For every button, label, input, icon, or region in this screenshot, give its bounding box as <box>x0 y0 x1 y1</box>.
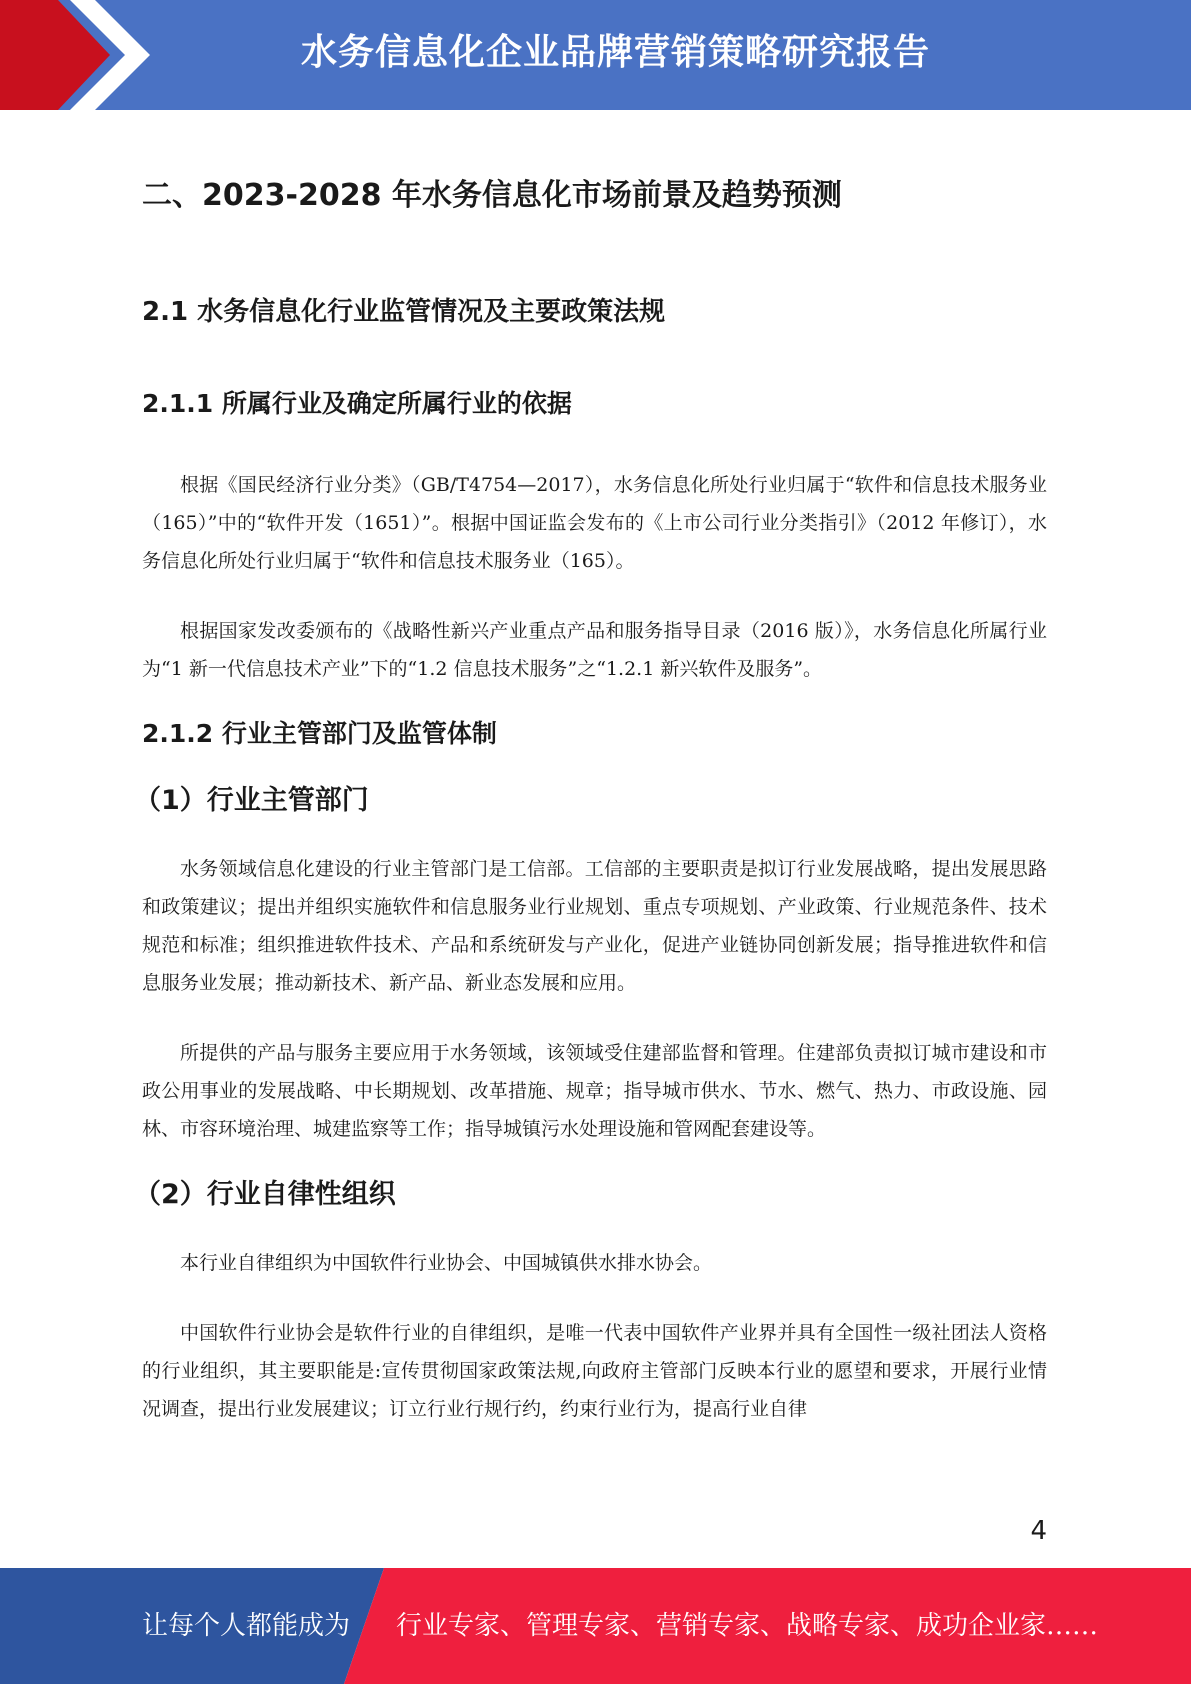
paragraph-mohurd-duties: 所提供的产品与服务主要应用于水务领域，该领域受住建部监督和管理。住建部负责拟订城市建设和市政公用事业的发展战略、中长期规划、改革措施、规章；指导城市供水、节水、燃气、热力、市政设施、园林、市容环境治理、城建监察等工作；指导城镇污水处理设施和管网配套建设等。 <box>142 1042 1047 1140</box>
section-heading-2-1: 2.1 水务信息化行业监管情况及主要政策法规 <box>142 297 666 327</box>
header-title: 水务信息化企业品牌营销策略研究报告 <box>300 32 930 73</box>
paragraph-software-association: 中国软件行业协会是软件行业的自律组织，是唯一代表中国软件产业界并具有全国性一级社团法人资格的行业组织，其主要职能是:宣传贯彻国家政策法规,向政府主管部门反映本行业的愿望和要求，开展行业情况调查，提出行业发展建议；订立行业行规行约，约束行业行为，提高行业自律 <box>142 1322 1047 1420</box>
document-body <box>134 170 1047 1428</box>
paragraph-strategic-industry: 根据国家发改委颁布的《战略性新兴产业重点产品和服务指导目录（2016 版）》，水务信息化所属行业为“1 新一代信息技术产业”下的“1.2 信息技术服务”之“1.2.1 新兴软件及服务”。 <box>142 620 1047 680</box>
paragraph-industry-classification: 根据《国民经济行业分类》（GB/T4754—2017），水务信息化所处行业归属于“软件和信息技术服务业（165）”中的“软件开发（1651）”。根据中国证监会发布的《上市公司行业分类指引》（2012 年修订），水务信息化所处行业归属于“软件和信息技术服务业（165）。 <box>142 474 1047 572</box>
footer-slogan-left: 让每个人都能成为 <box>142 1611 351 1641</box>
item-heading-authority: （1）行业主管部门 <box>134 785 369 816</box>
footer-slogan-right: 行业专家、管理专家、营销专家、战略专家、成功企业家…… <box>396 1611 1099 1641</box>
page-header <box>0 0 1191 110</box>
paragraph-associations: 本行业自律组织为中国软件行业协会、中国城镇供水排水协会。 <box>180 1252 713 1274</box>
subsection-heading-2-1-2: 2.1.2 行业主管部门及监管体制 <box>142 719 497 748</box>
page-footer <box>0 1568 1191 1684</box>
chapter-heading: 二、2023-2028 年水务信息化市场前景及趋势预测 <box>142 178 842 213</box>
paragraph-miit-duties: 水务领域信息化建设的行业主管部门是工信部。工信部的主要职责是拟订行业发展战略，提出发展思路和政策建议；提出并组织实施软件和信息服务业行业规划、重点专项规划、产业政策、行业规范条件、技术规范和标准；组织推进软件技术、产品和系统研发与产业化，促进产业链协同创新发展；指导推进软件和信息服务业发展；推动新技术、新产品、新业态发展和应用。 <box>142 858 1047 994</box>
header-arrow-decoration <box>0 0 160 110</box>
subsection-heading-2-1-1: 2.1.1 所属行业及确定所属行业的依据 <box>142 389 572 418</box>
page-number: 4 <box>1030 1516 1047 1546</box>
item-heading-self-regulatory: （2）行业自律性组织 <box>134 1179 396 1210</box>
